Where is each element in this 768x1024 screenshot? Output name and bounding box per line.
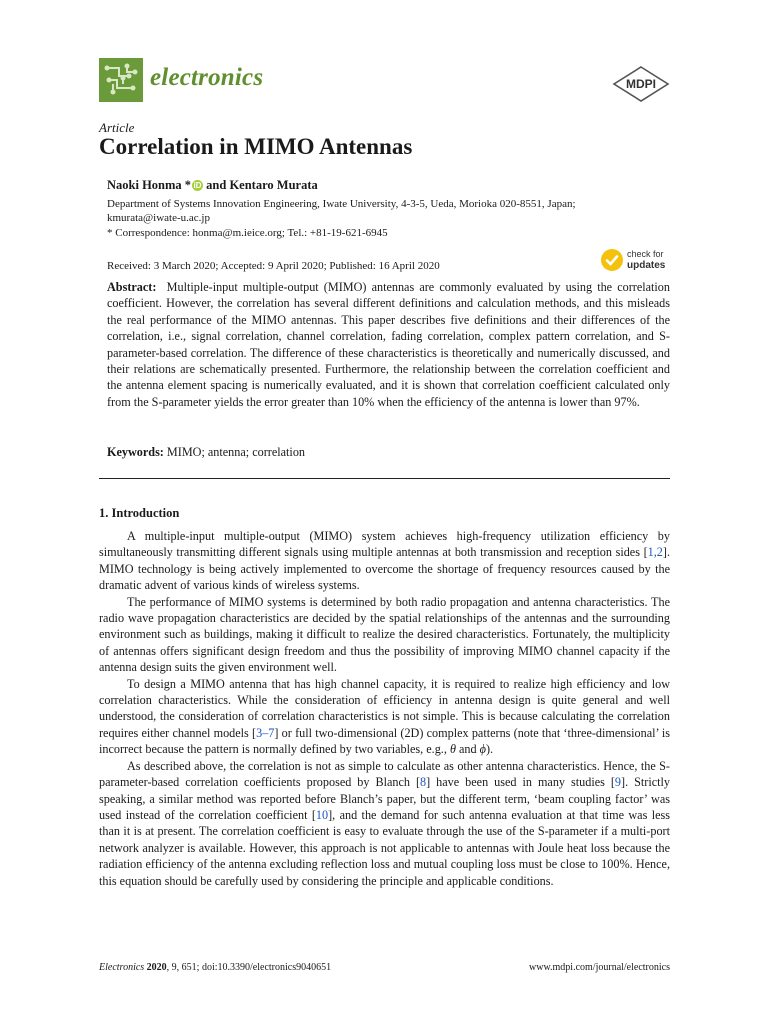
text-run: As described above, the correlation is not as simple to calculate as other antenna characteristics. Hence, the S-parameter-based correlation coefficients proposed by Blanch [ <box>99 758 670 790</box>
text-run: To design a MIMO antenna that has high channel capacity, it is required to realize high efficiency and low correlation characteristics. While the consideration of efficiency in antenna design is quite general and well understood, the consideration of correlation characteristics is not simple. This is because calculating the correlation requires either channel models [ <box>99 676 670 740</box>
paragraph-1 <box>99 528 670 594</box>
mdpi-logo-icon <box>612 66 670 102</box>
author-list <box>107 178 318 193</box>
paragraph-4 <box>99 758 670 889</box>
text-run: ]. MIMO technology is being actively implemented to overcome the shortage of frequency resources caused by the dramatic advent of various kinds of wireless systems. <box>99 545 670 593</box>
text-run: ] have been used in many studies [ <box>426 775 615 790</box>
text-run: ). <box>485 742 494 757</box>
section-divider <box>99 478 670 479</box>
journal-name: electronics <box>150 64 264 91</box>
citation-link[interactable]: 1,2 <box>647 545 663 560</box>
footer-year: 2020 <box>144 962 167 973</box>
text-run: and <box>455 742 480 757</box>
affiliation <box>107 197 677 225</box>
citation-link[interactable]: 10 <box>315 807 329 822</box>
article-type: Article <box>99 120 135 135</box>
section-heading-introduction: 1. Introduction <box>99 506 180 520</box>
citation-link[interactable]: 8 <box>420 775 427 790</box>
text-run: ]. Strictly speaking, a similar method was reported before Blanch’s paper, but the different term, ‘beam coupling factor’ was used instead of the correlation coefficient [ <box>99 775 670 822</box>
keywords <box>107 445 305 460</box>
text-run: ] or full two-dimensional (2D) complex patterns (note that ‘three-dimensional’ is incorrect because the pattern is normally defined by two variables, e.g., <box>99 725 671 757</box>
footer-journal-url[interactable]: www.mdpi.com/journal/electronics <box>529 962 670 973</box>
footer-doi[interactable]: , 9, 651; doi:10.3390/electronics9040651 <box>166 962 332 973</box>
abstract-label: Abstract: <box>107 280 157 294</box>
publication-dates: Received: 3 March 2020; Accepted: 9 April 2020; Published: 16 April 2020 <box>107 260 440 272</box>
abstract-text: Multiple-input multiple-output (MIMO) antennas are commonly evaluated by using the correlation coefficient. However, the correlation has several different definitions and calculation methods, and this misleads the real performance of the MIMO antennas. This paper describes five definitions and their differences of the correlation, i.e., signal correlation, channel correlation, fading correlation, complex pattern correlation, and S-parameter-based correlation. The difference of these characteristics is theoretically and numerically discussed, and their relations are schematically presented. Furthermore, the relationship between the correlation coefficient and the antenna element spacing is numerically evaluated, and it is shown that correlation coefficient calculated only from the S-parameter yields the error greater than 10% when the efficiency of the antenna is lower than 97%. <box>107 280 670 409</box>
footer-citation <box>99 962 331 973</box>
introduction-body <box>99 528 670 889</box>
citation-link[interactable]: 3–7 <box>256 725 275 740</box>
check-updates-label <box>627 249 665 271</box>
keywords-label: Keywords: <box>107 445 164 459</box>
author-murata[interactable]: and Kentaro Murata <box>203 178 318 192</box>
journal-logo-icon <box>99 58 143 102</box>
check-updates-line1: check for <box>627 249 664 259</box>
check-for-updates-button[interactable] <box>600 248 674 274</box>
affiliation-email[interactable]: kmurata@iwate-u.ac.jp <box>107 212 210 224</box>
check-badge-icon <box>600 248 624 272</box>
theta-symbol: θ <box>449 742 456 757</box>
correspondence: * Correspondence: honma@m.ieice.org; Tel.: +81-19-621-6945 <box>107 227 388 239</box>
keywords-text: MIMO; antenna; correlation <box>163 445 306 459</box>
abstract <box>107 279 670 410</box>
paragraph-3 <box>99 676 670 758</box>
phi-symbol: ϕ <box>479 742 486 757</box>
check-updates-line2: updates <box>627 260 666 271</box>
publisher-name: MDPI <box>626 77 656 91</box>
affiliation-line: Department of Systems Innovation Engineering, Iwate University, 4-3-5, Ueda, Morioka 020-8551, Japan; <box>107 198 576 210</box>
text-run: A multiple-input multiple-output (MIMO) system achieves high-frequency utilization efficiency by simultaneously transmitting different signals using multiple antennas at both transmission and reception sides [ <box>99 529 670 560</box>
citation-link[interactable]: 9 <box>614 775 622 790</box>
author-honma[interactable]: Naoki Honma * <box>107 178 192 192</box>
paragraph-2: The performance of MIMO systems is determined by both radio propagation and antenna characteristics. The radio wave propagation characteristics are decided by the spatial relationships of the antennas and the surrounding environment such as buildings, making it difficult to realize the desired characteristics. Fortunately, the multiplicity of antennas offers significant design freedom and thus the possibility of improving MIMO channel capacity if the antenna design suits the given environment well. <box>99 594 670 675</box>
paper-title: Correlation in MIMO Antennas <box>99 134 413 159</box>
orcid-icon[interactable]: iD <box>193 181 202 190</box>
text-run: ], and the demand for such antenna evaluation at that time was less than it is at present. The correlation coefficient is easy to evaluate through the use of the S-parameter if a multi-port network analyzer is available. However, this approach is not applicable to antennas with Joule heat loss because the radiation efficiency of the antenna excluding reflection loss and mutual coupling loss must be close to 100%. Hence, this equation should be carefully used by considering the principle and applicable conditions. <box>99 807 670 888</box>
footer-journal: Electronics <box>99 962 145 973</box>
